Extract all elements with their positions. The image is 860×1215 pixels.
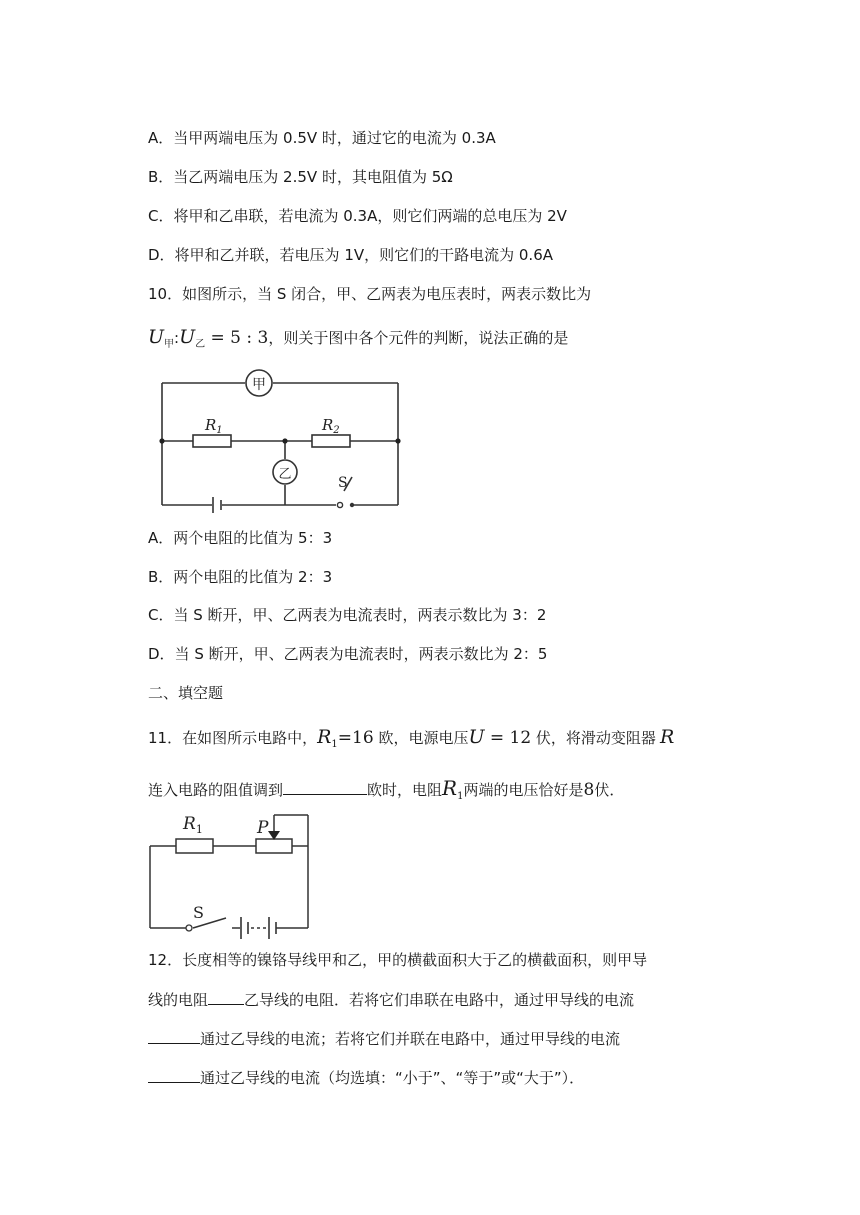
q10-u-yi: U: [179, 326, 196, 348]
q11-tail: 伏，将滑动变阻器: [531, 729, 656, 747]
q10-ratio: = 5 : 3: [205, 328, 269, 348]
q12-line2-a: 线的电阻: [148, 991, 209, 1009]
q12-line2: [148, 990, 634, 1010]
q10-option-b: B．两个电阻的比值为 2：3: [148, 568, 333, 586]
q11-s-label: S: [193, 903, 204, 922]
q10-sub-yi: 乙: [195, 339, 206, 350]
q11-r-val: =16: [337, 728, 374, 748]
q11-mid: 欧，电源电压: [373, 729, 469, 747]
r1-label: $R_1$: [205, 416, 223, 436]
q12-line1: 12．长度相等的镍铬导线甲和乙，甲的横截面积大于乙的横截面积，则甲导: [148, 951, 648, 969]
q12-line4-text: 通过乙导线的电流（均选填：“小于”、“等于”或“大于”）．: [200, 1069, 585, 1087]
q12-blank-1[interactable]: [208, 990, 244, 1005]
q12-blank-3[interactable]: [148, 1068, 200, 1083]
q10-option-c: C．当 S 断开，甲、乙两表为电流表时，两表示数比为 3：2: [148, 606, 547, 624]
r2-label: $R_2$: [322, 416, 340, 436]
q11-line2-a: 连入电路的阻值调到: [148, 781, 284, 799]
q11-line2-c: 两端的电压恰好是: [463, 781, 584, 799]
switch-contact: [186, 925, 192, 931]
q11-line2-r-sub: 1: [457, 791, 464, 802]
q10-option-d: D．当 S 断开，甲、乙两表为电流表时，两表示数比为 2：5: [148, 645, 548, 663]
q10-colon: :: [174, 329, 180, 347]
q11-line2-b: 欧时，电阻: [367, 781, 443, 799]
q11-r: R: [317, 726, 332, 748]
q11-r-var: R: [659, 726, 675, 748]
q11-line2-d: 伏．: [594, 781, 625, 799]
meter-jia-label: 甲: [252, 377, 266, 393]
q10-u-jia: U: [148, 326, 165, 348]
q10-option-a: A．两个电阻的比值为 5：3: [148, 529, 333, 547]
meter-yi-label: 乙: [278, 467, 292, 482]
q12-line4: [148, 1068, 584, 1088]
q11-u-val: = 12: [484, 728, 532, 748]
q11-line2-r: R: [442, 776, 458, 800]
q10-stem-line1: 10．如图所示，当 S 闭合，甲、乙两表为电压表时，两表示数比为: [148, 285, 592, 303]
q11-r1-label: $R_1$: [183, 814, 203, 836]
q10-stem-rest: ，则关于图中各个元件的判断，说法正确的是: [268, 329, 569, 347]
q10-sub-jia: 甲: [164, 339, 175, 350]
q9-option-a: A．当甲两端电压为 0.5V 时，通过它的电流为 0.3A: [148, 129, 496, 147]
q9-option-b: B．当乙两端电压为 2.5V 时，其电阻值为 5Ω: [148, 168, 453, 186]
q9-option-d: D．将甲和乙并联，若电压为 1V，则它们的干路电流为 0.6A: [148, 246, 554, 264]
q9-option-c: C．将甲和乙串联，若电流为 0.3A，则它们两端的总电压为 2V: [148, 207, 567, 225]
q12-line3: [148, 1029, 620, 1049]
q11-u: U: [468, 726, 485, 748]
q12-line3-text: 通过乙导线的电流；若将它们并联在电路中，通过甲导线的电流: [200, 1030, 621, 1048]
q11-line2-val: 8: [583, 780, 595, 800]
section-title: 二、填空题: [148, 684, 224, 702]
q12-line2-b: 乙导线的电阻．若将它们串联在电路中，通过甲导线的电流: [244, 991, 635, 1009]
q11-r-sub: 1: [331, 739, 338, 750]
switch-label: S: [338, 475, 348, 491]
q12-blank-2[interactable]: [148, 1029, 200, 1044]
q11-prefix: 11．在如图所示电路中，: [148, 729, 318, 747]
q11-p-label: P: [257, 818, 269, 838]
